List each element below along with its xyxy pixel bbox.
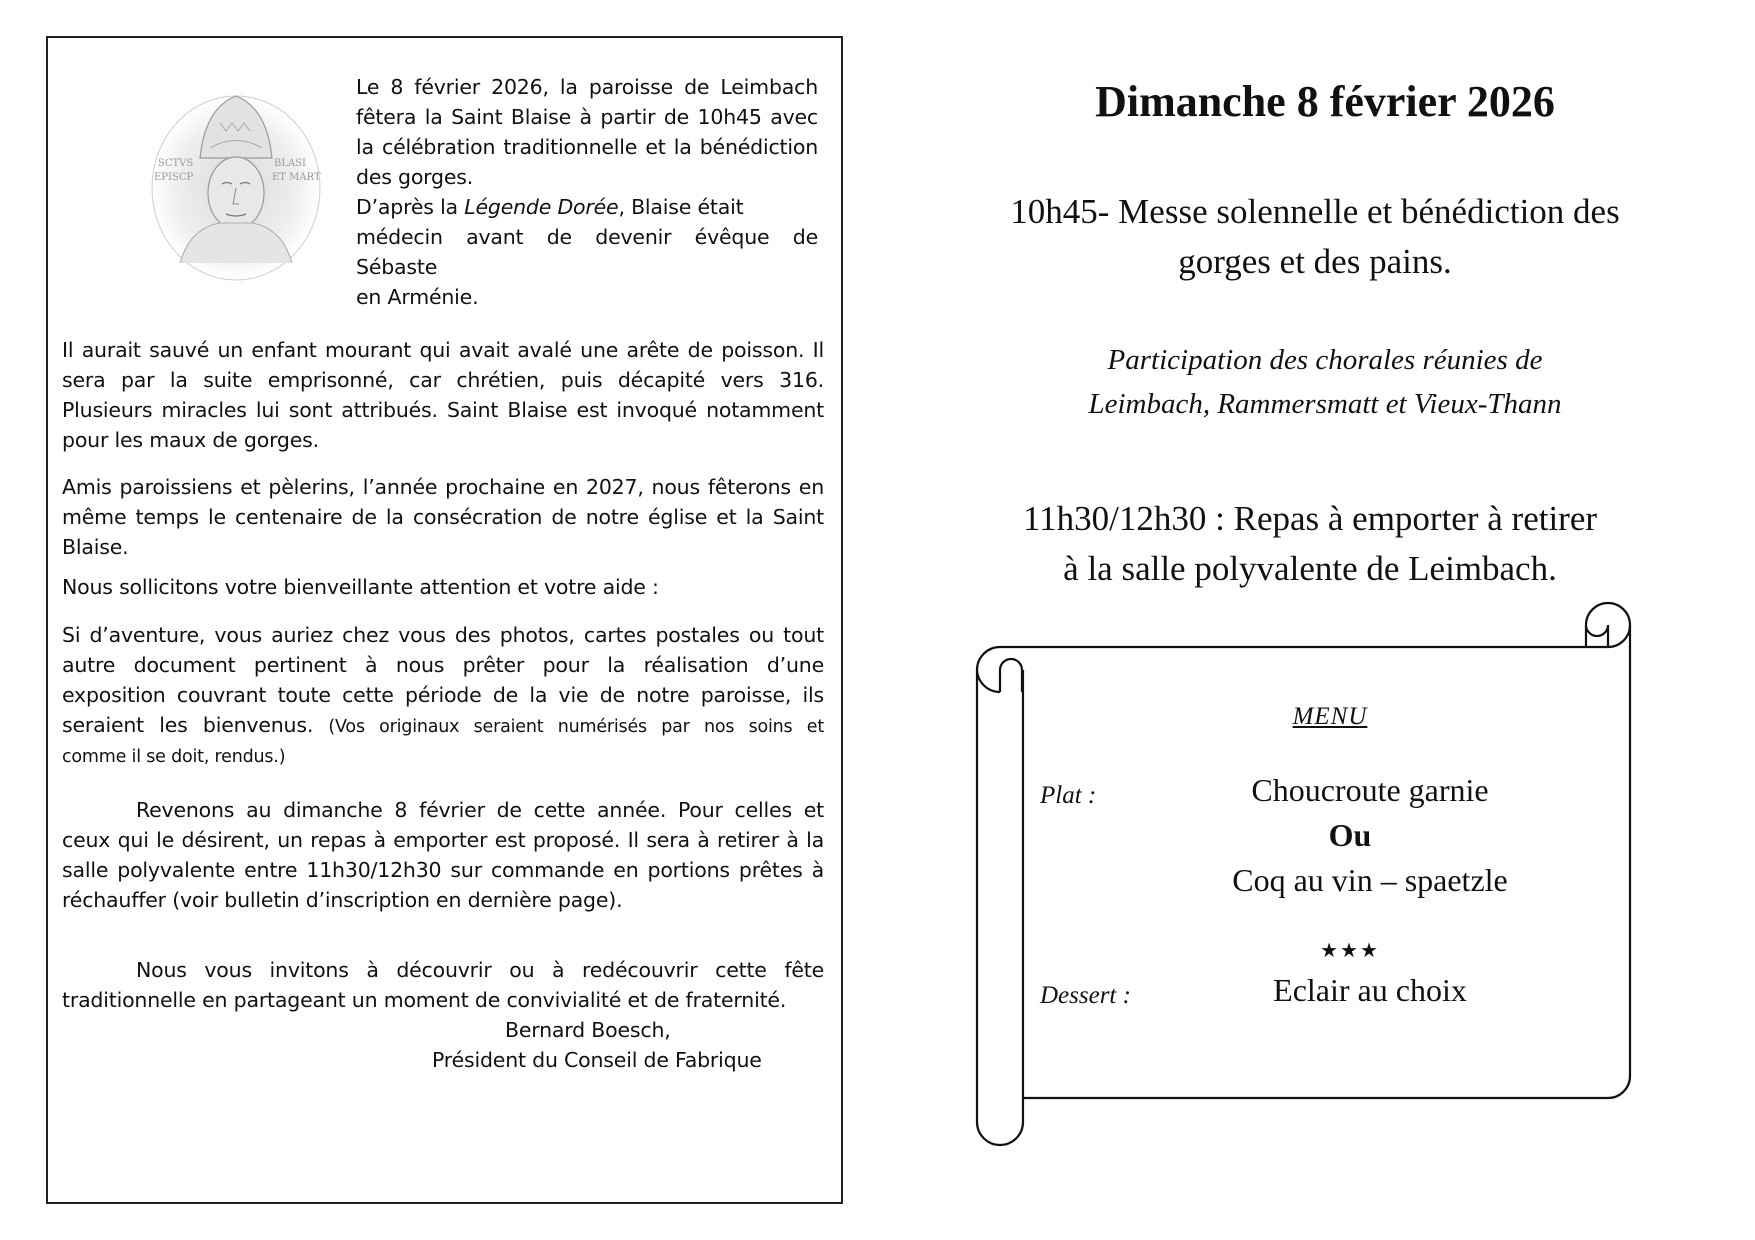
intro-line: Le 8 février 2026, la paroisse de Leimbach	[356, 75, 818, 99]
text-line: pour les maux de gorges.	[62, 428, 319, 452]
small-note: comme il se doit, rendus.)	[62, 747, 286, 767]
text-line: traditionnelle en partageant un moment de convivialité et de fraternité.	[62, 988, 787, 1012]
choirs-line: Leimbach, Rammersmatt et Vieux-Thann	[1088, 388, 1562, 420]
signature-title: Président du Conseil de Fabrique	[432, 1048, 762, 1072]
intro-line: la célébration traditionnelle et la bénédiction	[356, 135, 818, 159]
intro-text: , Blaise était	[618, 195, 744, 219]
plat-option-choucroute: Choucroute garnie	[1251, 772, 1489, 808]
centenary-paragraph	[62, 472, 824, 562]
text-line: Il aurait sauvé un enfant mourant qui avait avalé une arête de poisson. Il	[62, 338, 824, 362]
saint-blaise-medallion-image	[150, 88, 322, 282]
text-line: Si d’aventure, vous auriez chez vous des photos, cartes postales ou tout	[62, 623, 824, 647]
request-paragraph	[62, 572, 824, 602]
dessert-label: Dessert :	[1040, 982, 1131, 1009]
choirs-participation	[980, 338, 1670, 426]
svg-text:ET MART: ET MART	[272, 172, 321, 183]
text-line: sera par la suite emprisonné, car chrétien, puis décapité vers 316.	[62, 368, 824, 392]
legende-doree-title: Légende Dorée	[464, 195, 619, 219]
meal-line: 11h30/12h30 : Repas à emporter à retirer	[1022, 499, 1598, 538]
mass-line: 10h45- Messe solennelle et bénédiction des	[1010, 192, 1620, 231]
meal-announcement	[940, 494, 1680, 594]
invitation-paragraph	[62, 955, 824, 1015]
text-line: même temps le centenaire de la consécration de notre église et la Saint	[62, 505, 824, 529]
text-line: exposition couvrant toute cette période de la vie de notre paroisse, ils	[62, 683, 824, 707]
menu-heading: MENU	[1292, 703, 1368, 730]
text-line: réchauffer (voir bulletin d’inscription en dernière page).	[62, 888, 623, 912]
exhibition-paragraph	[62, 620, 824, 772]
history-paragraph	[62, 335, 824, 455]
text-line: Nous vous invitons à découvrir ou à redécouvrir cette fête	[136, 958, 824, 982]
svg-text:SCTVS: SCTVS	[158, 158, 194, 169]
text-line: autre document pertinent à nous prêter pour la réalisation d’une	[62, 653, 824, 677]
intro-line: des gorges.	[356, 165, 474, 189]
stars-divider-icon: ★★★	[1320, 938, 1380, 962]
intro-paragraph	[356, 72, 818, 312]
text-line: Revenons au dimanche 8 février de cette année. Pour celles et	[136, 798, 824, 822]
intro-line: médecin avant de devenir évêque de Sébaste	[356, 225, 818, 279]
text-line: Plusieurs miracles lui sont attribués. Saint Blaise est invoqué notamment	[62, 398, 824, 422]
meal-paragraph	[62, 795, 824, 915]
svg-text:BLASI: BLASI	[274, 158, 307, 169]
intro-line: en Arménie.	[356, 285, 479, 309]
text-line: salle polyvalente entre 11h30/12h30 sur commande en portions prêtes à	[62, 858, 824, 882]
small-note: (Vos originaux seraient numérisés par nos soins et	[328, 717, 824, 737]
intro-text: D’après la	[356, 195, 465, 219]
intro-line-legende	[356, 192, 818, 222]
event-date-title: Dimanche 8 février 2026	[1095, 77, 1555, 126]
text-line: Blaise.	[62, 535, 129, 559]
signature-name: Bernard Boesch,	[505, 1018, 671, 1042]
mass-line: gorges et des pains.	[1178, 242, 1452, 281]
intro-line: fêtera la Saint Blaise à partir de 10h45 avec	[356, 105, 818, 129]
text-line: Amis paroissiens et pèlerins, l’année prochaine en 2027, nous fêterons en	[62, 475, 824, 499]
dessert-item: Eclair au choix	[1273, 972, 1467, 1008]
text-line: Nous sollicitons votre bienveillante attention et votre aide :	[62, 575, 659, 599]
plat-label: Plat :	[1040, 782, 1097, 809]
plat-option-coq-au-vin: Coq au vin – spaetzle	[1232, 862, 1508, 898]
text-line: ceux qui le désirent, un repas à emporter est proposé. Il sera à retirer à la	[62, 828, 824, 852]
meal-line: à la salle polyvalente de Leimbach.	[1063, 549, 1557, 588]
text-line	[62, 710, 824, 742]
choirs-line: Participation des chorales réunies de	[1107, 344, 1543, 376]
text-span: seraient les bienvenus.	[62, 713, 329, 737]
svg-text:EPISCP: EPISCP	[154, 172, 194, 183]
or-separator: Ou	[1328, 817, 1372, 853]
mass-announcement	[920, 187, 1710, 287]
